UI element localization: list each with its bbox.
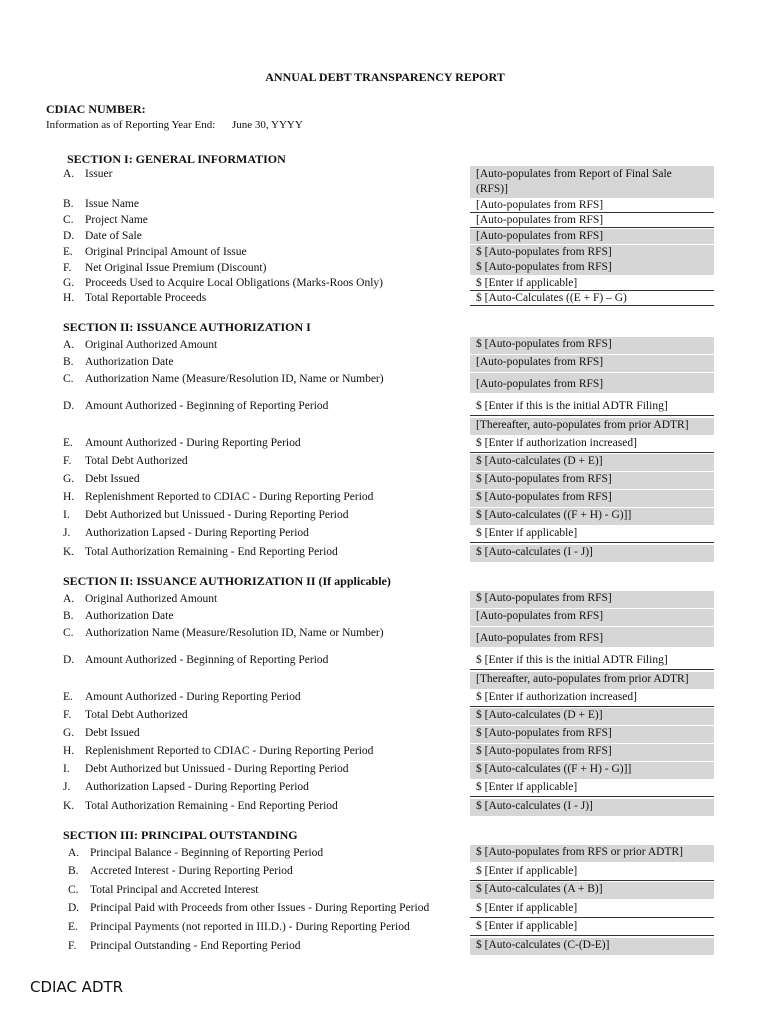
s1-field-f[interactable]: $ [Auto-populates from RFS]: [470, 260, 714, 275]
s2b-field-h[interactable]: $ [Auto-populates from RFS]: [470, 744, 714, 761]
footer-text: CDIAC ADTR: [30, 978, 124, 996]
s2b-field-e[interactable]: $ [Enter if authorization increased]: [470, 690, 714, 707]
s3-item-f: F. Principal Outstanding - End Reporting Period: [68, 940, 301, 952]
s2a-field-g[interactable]: $ [Auto-populates from RFS]: [470, 472, 714, 489]
s2a-field-d[interactable]: $ [Enter if this is the initial ADTR Filing]: [470, 399, 714, 416]
s2a-field-f[interactable]: $ [Auto-calculates (D + E)]: [470, 454, 714, 471]
s2b-field-k[interactable]: $ [Auto-calculates (I - J)]: [470, 799, 714, 816]
section-3-heading: SECTION III: PRINCIPAL OUTSTANDING: [63, 828, 298, 842]
s2b-field-g[interactable]: $ [Auto-populates from RFS]: [470, 726, 714, 743]
s1-field-d[interactable]: [Auto-populates from RFS]: [470, 229, 714, 244]
s2a-item-c: C. Authorization Name (Measure/Resolution ID, Name or Number): [63, 373, 384, 385]
section-2a-heading: SECTION II: ISSUANCE AUTHORIZATION I: [63, 320, 311, 334]
s2b-field-c[interactable]: [Auto-populates from RFS]: [470, 627, 714, 647]
s3-item-b: B. Accreted Interest - During Reporting Period: [68, 865, 293, 877]
s1-item-a: A. Issuer: [63, 168, 113, 180]
s1-field-h[interactable]: $ [Auto-Calculates ((E + F) – G): [470, 291, 714, 306]
s2b-field-d2[interactable]: [Thereafter, auto-populates from prior ADTR]: [470, 672, 714, 689]
s1-item-h: H. Total Reportable Proceeds: [63, 292, 207, 304]
s1-item-e: E. Original Principal Amount of Issue: [63, 246, 247, 258]
s3-item-c: C. Total Principal and Accreted Interest: [68, 884, 259, 896]
s2b-field-d[interactable]: $ [Enter if this is the initial ADTR Filing]: [470, 653, 714, 670]
s2b-item-g: G. Debt Issued: [63, 727, 140, 739]
s2a-item-e: E. Amount Authorized - During Reporting Period: [63, 437, 301, 449]
section-1-heading: SECTION I: GENERAL INFORMATION: [67, 152, 286, 166]
s2a-field-i[interactable]: $ [Auto-calculates ((F + H) - G)]]: [470, 508, 714, 525]
s2a-field-a[interactable]: $ [Auto-populates from RFS]: [470, 337, 714, 354]
s2b-item-c: C. Authorization Name (Measure/Resolution ID, Name or Number): [63, 627, 384, 639]
s2b-item-e: E. Amount Authorized - During Reporting Period: [63, 691, 301, 703]
s3-field-c[interactable]: $ [Auto-calculates (A + B)]: [470, 882, 714, 899]
s2a-field-d2[interactable]: [Thereafter, auto-populates from prior ADTR]: [470, 418, 714, 435]
s3-field-f[interactable]: $ [Auto-calculates (C-(D-E)]: [470, 938, 714, 955]
s2a-field-e[interactable]: $ [Enter if authorization increased]: [470, 436, 714, 453]
cdiac-number-label: CDIAC NUMBER:: [46, 102, 146, 116]
s2b-item-a: A. Original Authorized Amount: [63, 593, 218, 605]
s3-item-e: E. Principal Payments (not reported in III.D.) - During Reporting Period: [68, 921, 410, 933]
s2a-item-i: I. Debt Authorized but Unissued - During Reporting Period: [63, 509, 349, 521]
s2a-item-a: A. Original Authorized Amount: [63, 339, 218, 351]
s1-field-g[interactable]: $ [Enter if applicable]: [470, 276, 714, 291]
s3-field-d[interactable]: $ [Enter if applicable]: [470, 901, 714, 918]
s3-item-a: A. Principal Balance - Beginning of Reporting Period: [68, 847, 324, 859]
s1-item-c: C. Project Name: [63, 214, 148, 226]
reporting-info: [46, 119, 303, 131]
s2b-item-b: B. Authorization Date: [63, 610, 174, 622]
s3-item-d: D. Principal Paid with Proceeds from other Issues - During Reporting Period: [68, 902, 430, 914]
s2a-field-j[interactable]: $ [Enter if applicable]: [470, 526, 714, 543]
s2b-item-k: K. Total Authorization Remaining - End Reporting Period: [63, 800, 338, 812]
s1-field-a[interactable]: [Auto-populates from Report of Final Sale (RFS)]: [470, 166, 714, 198]
s1-field-e[interactable]: $ [Auto-populates from RFS]: [470, 245, 714, 260]
s1-item-b: B. Issue Name: [63, 198, 139, 210]
s2b-item-j: J. Authorization Lapsed - During Reporting Period: [63, 781, 309, 793]
s2a-field-b[interactable]: [Auto-populates from RFS]: [470, 355, 714, 372]
s2a-item-k: K. Total Authorization Remaining - End Reporting Period: [63, 546, 338, 558]
s2b-item-f: F. Total Debt Authorized: [63, 709, 188, 721]
s2a-item-j: J. Authorization Lapsed - During Reporting Period: [63, 527, 309, 539]
s2a-item-g: G. Debt Issued: [63, 473, 140, 485]
s2b-field-a[interactable]: $ [Auto-populates from RFS]: [470, 591, 714, 608]
s2b-field-f[interactable]: $ [Auto-calculates (D + E)]: [470, 708, 714, 725]
s2a-item-f: F. Total Debt Authorized: [63, 455, 188, 467]
s1-item-f: F. Net Original Issue Premium (Discount): [63, 262, 267, 274]
s3-field-b[interactable]: $ [Enter if applicable]: [470, 864, 714, 881]
s3-field-e[interactable]: $ [Enter if applicable]: [470, 919, 714, 936]
s2b-item-h: H. Replenishment Reported to CDIAC - During Reporting Period: [63, 745, 374, 757]
s1-item-d: D. Date of Sale: [63, 230, 142, 242]
reporting-info-label: Information as of Reporting Year End:: [46, 119, 216, 131]
s1-item-g: G. Proceeds Used to Acquire Local Obligations (Marks-Roos Only): [63, 277, 383, 289]
s2b-field-i[interactable]: $ [Auto-calculates ((F + H) - G)]]: [470, 762, 714, 779]
s1-field-b[interactable]: [Auto-populates from RFS]: [470, 198, 714, 213]
s2a-item-d: D. Amount Authorized - Beginning of Reporting Period: [63, 400, 329, 412]
s2a-field-c[interactable]: [Auto-populates from RFS]: [470, 373, 714, 393]
s2a-item-b: B. Authorization Date: [63, 356, 174, 368]
s1-field-c[interactable]: [Auto-populates from RFS]: [470, 213, 714, 228]
section-2b-heading: SECTION II: ISSUANCE AUTHORIZATION II (If applicable): [63, 574, 391, 588]
s3-field-a[interactable]: $ [Auto-populates from RFS or prior ADTR]: [470, 845, 714, 862]
s2b-item-i: I. Debt Authorized but Unissued - During Reporting Period: [63, 763, 349, 775]
report-title: ANNUAL DEBT TRANSPARENCY REPORT: [265, 70, 505, 84]
s2a-item-h: H. Replenishment Reported to CDIAC - During Reporting Period: [63, 491, 374, 503]
s2b-field-j[interactable]: $ [Enter if applicable]: [470, 780, 714, 797]
s2a-field-h[interactable]: $ [Auto-populates from RFS]: [470, 490, 714, 507]
s2b-item-d: D. Amount Authorized - Beginning of Reporting Period: [63, 654, 329, 666]
s2b-field-b[interactable]: [Auto-populates from RFS]: [470, 609, 714, 626]
s2a-field-k[interactable]: $ [Auto-calculates (I - J)]: [470, 545, 714, 562]
reporting-info-date: June 30, YYYY: [232, 119, 303, 131]
